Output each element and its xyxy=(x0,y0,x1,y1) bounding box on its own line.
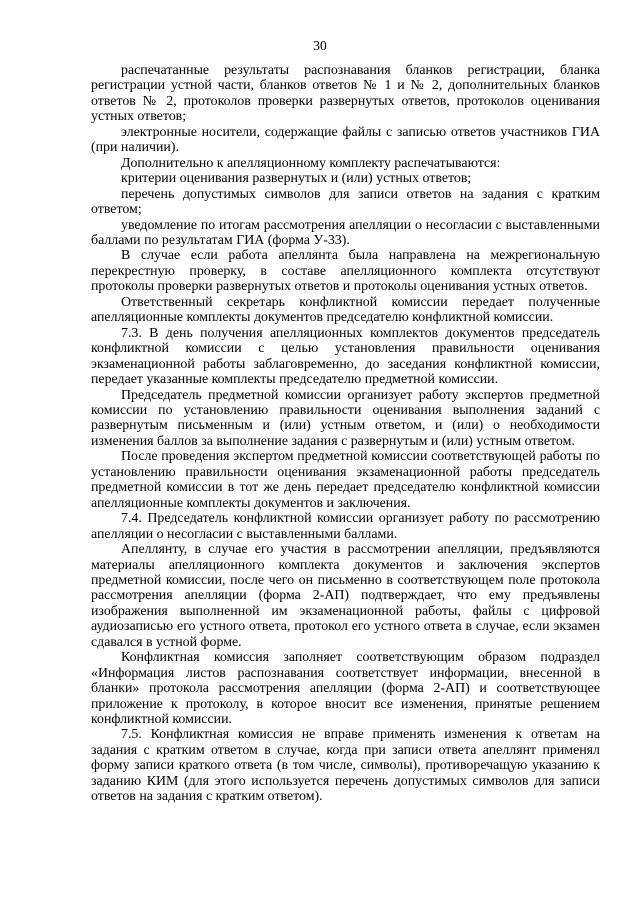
paragraph: уведомление по итогам рассмотрения апелляции о несогласии с выставленными баллами по результатам ГИА (форма У-33). xyxy=(91,217,600,248)
paragraph: После проведения экспертом предметной комиссии соответствующей работы по установлению правильности оценивания экзаменационной работы председатель предметной комиссии в тот же день передает председателю конфликтной комиссии апелляционные комплекты документов и заключения. xyxy=(91,449,600,511)
paragraph: В случае если работа апеллянта была направлена на межрегиональную перекрестную проверку, в составе апелляционного комплекта отсутствуют протоколы проверки развернутых ответов и протоколы оценивания устных ответов. xyxy=(91,248,600,295)
paragraph: перечень допустимых символов для записи ответов на задания с кратким ответом; xyxy=(91,186,600,218)
paragraph: 7.3. В день получения апелляционных комплектов документов председатель конфликтной комиссии с целью установления правильности оценивания экзаменационной работы заблаговременно, до заседания конфликтной комиссии, передает указанные комплекты председателю предметной комиссии. xyxy=(91,325,600,388)
paragraph: 7.5. Конфликтная комиссия не вправе применять изменения к ответам на задания с кратким ответом в случае, когда при записи ответа апеллянт применял форму записи краткого ответа (в том числе, символы), противоречащую указанию к заданию КИМ (для этого используется перечень допустимых символов для записи ответов на задания с кратким ответом). xyxy=(91,727,600,805)
page-number: 30 xyxy=(313,38,327,53)
paragraph: 7.4. Председатель конфликтной комиссии организует работу по рассмотрению апелляции о несогласии с выставленными баллами. xyxy=(91,511,600,542)
paragraph: Дополнительно к апелляционному комплекту распечатываются: xyxy=(121,155,501,171)
paragraph: распечатанные результаты распознавания бланков регистрации, бланка регистрации устной части, бланков ответов № 1 и № 2, дополнительных бланков ответов № 2, протоколов проверки развернутых ответов, протоколов оценивания устных ответов; xyxy=(91,63,600,125)
paragraph: Конфликтная комиссия заполняет соответствующим образом подраздел «Информация листов распознавания соответствует информации, внесенной в бланки» протокола рассмотрения апелляции (форма 2-АП) и соответствующее приложение к протоколу, в которое вносит все изменения, принятые решением конфликтной комиссии. xyxy=(91,650,600,728)
paragraph: Ответственный секретарь конфликтной комиссии передает полученные апелляционные комплекты документов председателю конфликтной комиссии. xyxy=(91,294,600,326)
document-body xyxy=(91,63,600,805)
paragraph: Апеллянту, в случае его участия в рассмотрении апелляции, предъявляются материалы апелляционного комплекта документов и заключения экспертов предметной комиссии, после чего он письменно в соответствующем поле протокола рассмотрения апелляции (форма 2-АП) подтверждает, что ему предъявлены изображения выполненной им экзаменационной работы, файлы с цифровой аудиозаписью его устного ответа, протокол его устного ответа в случае, если экзамен сдавался в устной форме. xyxy=(91,542,600,650)
paragraph: критерии оценивания развернутых и (или) устных ответов; xyxy=(121,171,472,187)
paragraph: электронные носители, содержащие файлы с записью ответов участников ГИА (при наличии). xyxy=(91,124,600,156)
paragraph: Председатель предметной комиссии организует работу экспертов предметной комиссии по установлению правильности оценивания выполнения заданий с развернутым письменным и (или) устным ответом, и (или) о необходимости изменения баллов за выполнение задания с развернутым и (или) устным ответом. xyxy=(91,387,600,449)
